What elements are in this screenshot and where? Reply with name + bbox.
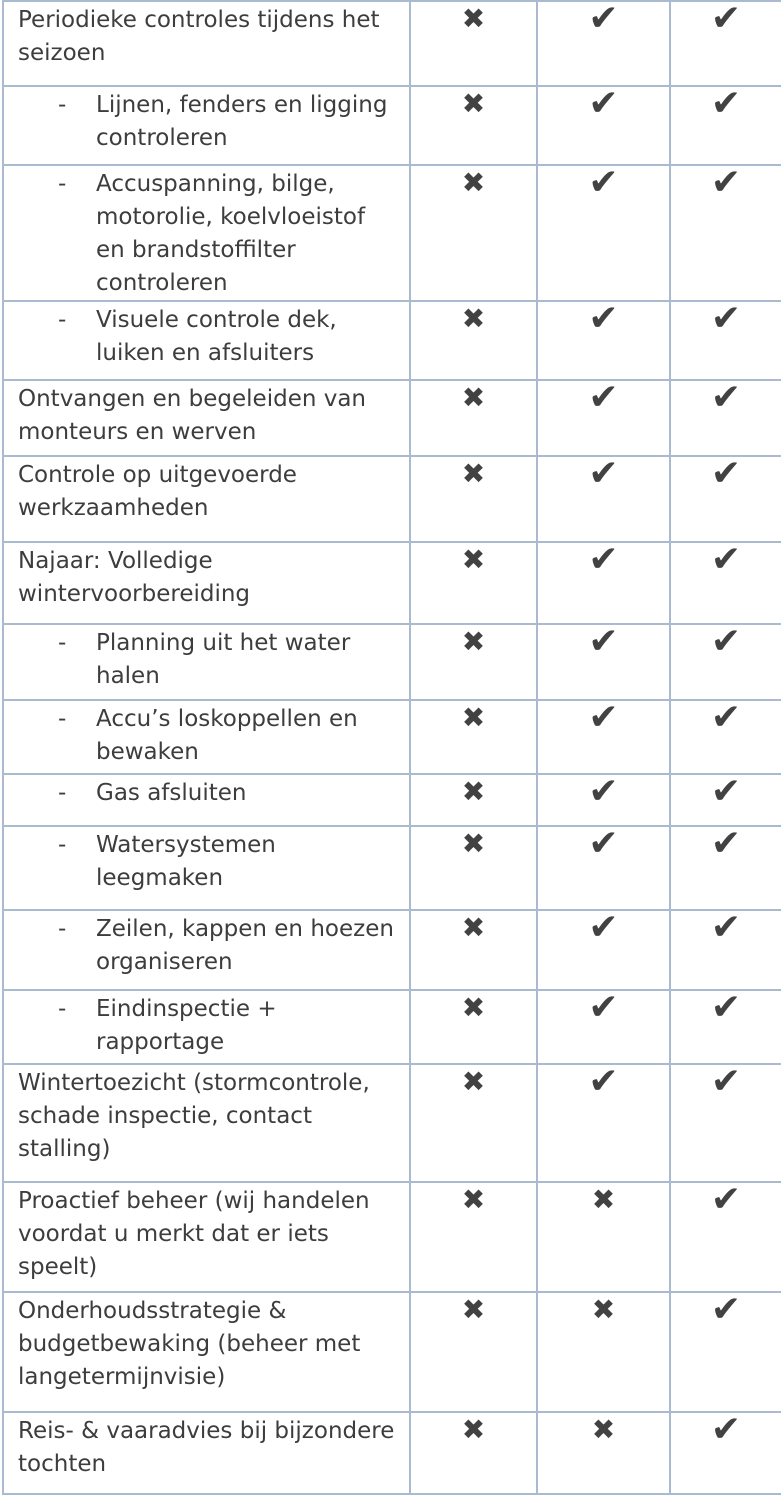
sub-item-label: Planning uit het water halen bbox=[96, 630, 351, 689]
sub-item bbox=[18, 304, 397, 370]
service-label: Najaar: Volledige wintervoorbereiding bbox=[18, 548, 251, 607]
bullet-dash: - bbox=[58, 832, 67, 858]
checkmark-icon: ✔ bbox=[588, 823, 619, 864]
package-2-cell bbox=[537, 1, 670, 86]
sub-item bbox=[18, 168, 397, 300]
package-2-cell bbox=[537, 697, 670, 774]
package-1-cell bbox=[410, 1182, 537, 1292]
checkmark-icon: ✔ bbox=[710, 83, 742, 124]
package-1-cell bbox=[410, 301, 537, 380]
table-row bbox=[3, 1064, 781, 1182]
checkmark-icon: ✔ bbox=[588, 907, 619, 948]
package-2-cell bbox=[537, 987, 670, 1064]
sub-item-label: Watersystemen leegmaken bbox=[96, 832, 276, 891]
service-description-cell bbox=[3, 1182, 410, 1292]
checkmark-icon: ✔ bbox=[710, 298, 742, 339]
sub-item bbox=[18, 89, 397, 155]
checkmark-icon: ✔ bbox=[710, 377, 742, 418]
checkmark-icon: ✔ bbox=[710, 771, 742, 812]
bullet-dash: - bbox=[58, 916, 67, 942]
checkmark-icon: ✔ bbox=[588, 539, 619, 580]
checkmark-icon: ✔ bbox=[710, 539, 742, 580]
cross-icon: ✖ bbox=[461, 457, 486, 490]
service-description-cell bbox=[3, 1412, 410, 1494]
package-1-cell bbox=[410, 165, 537, 301]
checkmark-icon: ✔ bbox=[588, 987, 619, 1028]
package-1-cell bbox=[410, 774, 537, 826]
package-2-cell bbox=[537, 771, 670, 826]
cross-icon: ✖ bbox=[461, 543, 486, 576]
package-3-cell bbox=[670, 907, 781, 990]
checkmark-icon: ✔ bbox=[710, 453, 742, 494]
package-1-cell bbox=[410, 700, 537, 774]
checkmark-icon: ✔ bbox=[588, 298, 619, 339]
table-row bbox=[3, 1412, 781, 1494]
table-row bbox=[3, 990, 781, 1064]
cross-icon: ✖ bbox=[461, 625, 486, 658]
cross-icon: ✖ bbox=[461, 991, 486, 1024]
service-description-cell bbox=[3, 165, 410, 301]
package-3-cell bbox=[670, 621, 781, 700]
bullet-dash: - bbox=[58, 706, 67, 732]
package-1-cell bbox=[410, 86, 537, 165]
sub-item bbox=[18, 627, 397, 693]
checkmark-icon: ✔ bbox=[588, 377, 619, 418]
sub-item bbox=[18, 993, 397, 1059]
package-2-cell bbox=[537, 1061, 670, 1182]
package-3-cell bbox=[670, 823, 781, 910]
checkmark-icon: ✔ bbox=[588, 1061, 619, 1102]
service-label: Onderhoudsstrategie & budgetbewaking (beheer met langetermijnvisie) bbox=[18, 1298, 361, 1390]
service-description-cell bbox=[3, 456, 410, 542]
checkmark-icon: ✔ bbox=[710, 1289, 742, 1330]
table-row bbox=[3, 542, 781, 624]
package-2-cell bbox=[537, 823, 670, 910]
cross-icon: ✖ bbox=[461, 302, 486, 335]
table-row bbox=[3, 1, 781, 86]
package-1-cell bbox=[410, 380, 537, 456]
package-2-cell bbox=[537, 83, 670, 165]
checkmark-icon: ✔ bbox=[588, 697, 619, 738]
cross-icon: ✖ bbox=[461, 1183, 486, 1216]
table-row bbox=[3, 456, 781, 542]
table-row bbox=[3, 700, 781, 774]
package-2-cell bbox=[537, 453, 670, 542]
checkmark-icon: ✔ bbox=[588, 162, 619, 203]
service-label: Proactief beheer (wij handelen voordat u merkt dat er iets speelt) bbox=[18, 1188, 370, 1280]
package-3-cell bbox=[670, 83, 781, 165]
checkmark-icon: ✔ bbox=[710, 907, 742, 948]
checkmark-icon: ✔ bbox=[710, 162, 742, 203]
table-row bbox=[3, 301, 781, 380]
table-row bbox=[3, 624, 781, 700]
bullet-dash: - bbox=[58, 92, 67, 118]
package-1-cell bbox=[410, 1292, 537, 1412]
checkmark-icon: ✔ bbox=[710, 1179, 742, 1220]
cross-icon: ✖ bbox=[461, 1293, 486, 1326]
cross-icon: ✖ bbox=[461, 1413, 486, 1446]
sub-item bbox=[18, 829, 397, 895]
package-1-cell bbox=[410, 542, 537, 624]
service-description-cell bbox=[3, 624, 410, 700]
cross-icon: ✖ bbox=[461, 911, 486, 944]
service-label: Reis- & vaaradvies bij bijzondere tochten bbox=[18, 1418, 395, 1477]
package-1-cell bbox=[410, 1, 537, 86]
service-description-cell bbox=[3, 1064, 410, 1182]
service-description-cell bbox=[3, 542, 410, 624]
table-row bbox=[3, 910, 781, 990]
cross-icon: ✖ bbox=[591, 1183, 616, 1216]
table-row bbox=[3, 1292, 781, 1412]
service-description-cell bbox=[3, 1, 410, 86]
checkmark-icon: ✔ bbox=[588, 621, 619, 662]
cross-icon: ✖ bbox=[591, 1293, 616, 1326]
bullet-dash: - bbox=[58, 780, 67, 806]
service-label: Controle op uitgevoerde werkzaamheden bbox=[18, 462, 297, 521]
service-description-cell bbox=[3, 1292, 410, 1412]
checkmark-icon: ✔ bbox=[588, 0, 619, 39]
cross-icon: ✖ bbox=[461, 701, 486, 734]
package-3-cell bbox=[670, 1061, 781, 1182]
package-3-cell bbox=[670, 771, 781, 826]
bullet-dash: - bbox=[58, 996, 67, 1022]
service-label: Ontvangen en begeleiden van monteurs en werven bbox=[18, 386, 367, 445]
table-row bbox=[3, 380, 781, 456]
package-1-cell bbox=[410, 1412, 537, 1494]
cross-icon: ✖ bbox=[591, 1413, 616, 1446]
sub-item bbox=[18, 703, 397, 769]
bullet-dash: - bbox=[58, 630, 67, 656]
package-2-cell bbox=[537, 621, 670, 700]
sub-item-label: Visuele controle dek, luiken en afsluiters bbox=[96, 307, 337, 366]
checkmark-icon: ✔ bbox=[710, 1061, 742, 1102]
package-3-cell bbox=[670, 453, 781, 542]
sub-item bbox=[18, 777, 397, 810]
checkmark-icon: ✔ bbox=[588, 771, 619, 812]
checkmark-icon: ✔ bbox=[710, 1409, 742, 1450]
service-description-cell bbox=[3, 301, 410, 380]
sub-item-label: Lijnen, fenders en ligging controleren bbox=[96, 92, 388, 151]
service-description-cell bbox=[3, 990, 410, 1064]
table-row bbox=[3, 826, 781, 910]
package-1-cell bbox=[410, 1064, 537, 1182]
package-3-cell bbox=[670, 162, 781, 301]
checkmark-icon: ✔ bbox=[710, 0, 742, 39]
package-3-cell bbox=[670, 1179, 781, 1292]
package-2-cell bbox=[537, 539, 670, 624]
package-2-cell bbox=[537, 1412, 670, 1494]
cross-icon: ✖ bbox=[461, 827, 486, 860]
package-2-cell bbox=[537, 298, 670, 380]
package-3-cell bbox=[670, 377, 781, 456]
package-1-cell bbox=[410, 456, 537, 542]
package-3-cell bbox=[670, 987, 781, 1064]
table-row bbox=[3, 165, 781, 301]
checkmark-icon: ✔ bbox=[588, 453, 619, 494]
service-comparison-table bbox=[2, 0, 781, 1495]
sub-item-label: Accu’s loskoppellen en bewaken bbox=[96, 706, 358, 765]
cross-icon: ✖ bbox=[461, 166, 486, 199]
checkmark-icon: ✔ bbox=[710, 823, 742, 864]
package-1-cell bbox=[410, 910, 537, 990]
service-description-cell bbox=[3, 380, 410, 456]
package-1-cell bbox=[410, 826, 537, 910]
package-3-cell bbox=[670, 1289, 781, 1412]
package-3-cell bbox=[670, 539, 781, 624]
package-1-cell bbox=[410, 624, 537, 700]
sub-item bbox=[18, 913, 397, 979]
table-body bbox=[3, 1, 781, 1494]
checkmark-icon: ✔ bbox=[588, 83, 619, 124]
checkmark-icon: ✔ bbox=[710, 621, 742, 662]
cross-icon: ✖ bbox=[461, 381, 486, 414]
service-description-cell bbox=[3, 700, 410, 774]
sub-item-label: Eindinspectie + rapportage bbox=[96, 996, 277, 1055]
table-row bbox=[3, 774, 781, 826]
package-2-cell bbox=[537, 907, 670, 990]
service-label: Periodieke controles tijdens het seizoen bbox=[18, 7, 380, 66]
cross-icon: ✖ bbox=[461, 2, 486, 35]
service-label: Wintertoezicht (stormcontrole, schade inspectie, contact stalling) bbox=[18, 1070, 370, 1162]
table-row bbox=[3, 1182, 781, 1292]
checkmark-icon: ✔ bbox=[710, 697, 742, 738]
package-3-cell bbox=[670, 298, 781, 380]
package-3-cell bbox=[670, 1, 781, 86]
cross-icon: ✖ bbox=[461, 87, 486, 120]
package-3-cell bbox=[670, 1409, 781, 1494]
service-description-cell bbox=[3, 774, 410, 826]
bullet-dash: - bbox=[58, 171, 67, 197]
cross-icon: ✖ bbox=[461, 1065, 486, 1098]
sub-item-label: Gas afsluiten bbox=[96, 780, 247, 806]
service-description-cell bbox=[3, 910, 410, 990]
table-row bbox=[3, 86, 781, 165]
bullet-dash: - bbox=[58, 307, 67, 333]
service-description-cell bbox=[3, 826, 410, 910]
package-2-cell bbox=[537, 377, 670, 456]
checkmark-icon: ✔ bbox=[710, 987, 742, 1028]
package-3-cell bbox=[670, 697, 781, 774]
sub-item-label: Zeilen, kappen en hoezen organiseren bbox=[96, 916, 394, 975]
cross-icon: ✖ bbox=[461, 775, 486, 808]
sub-item-label: Accuspanning, bilge, motorolie, koelvloeistof en brandstoffilter controleren bbox=[96, 171, 366, 296]
package-1-cell bbox=[410, 990, 537, 1064]
package-2-cell bbox=[537, 1182, 670, 1292]
package-2-cell bbox=[537, 162, 670, 301]
service-description-cell bbox=[3, 86, 410, 165]
package-2-cell bbox=[537, 1292, 670, 1412]
